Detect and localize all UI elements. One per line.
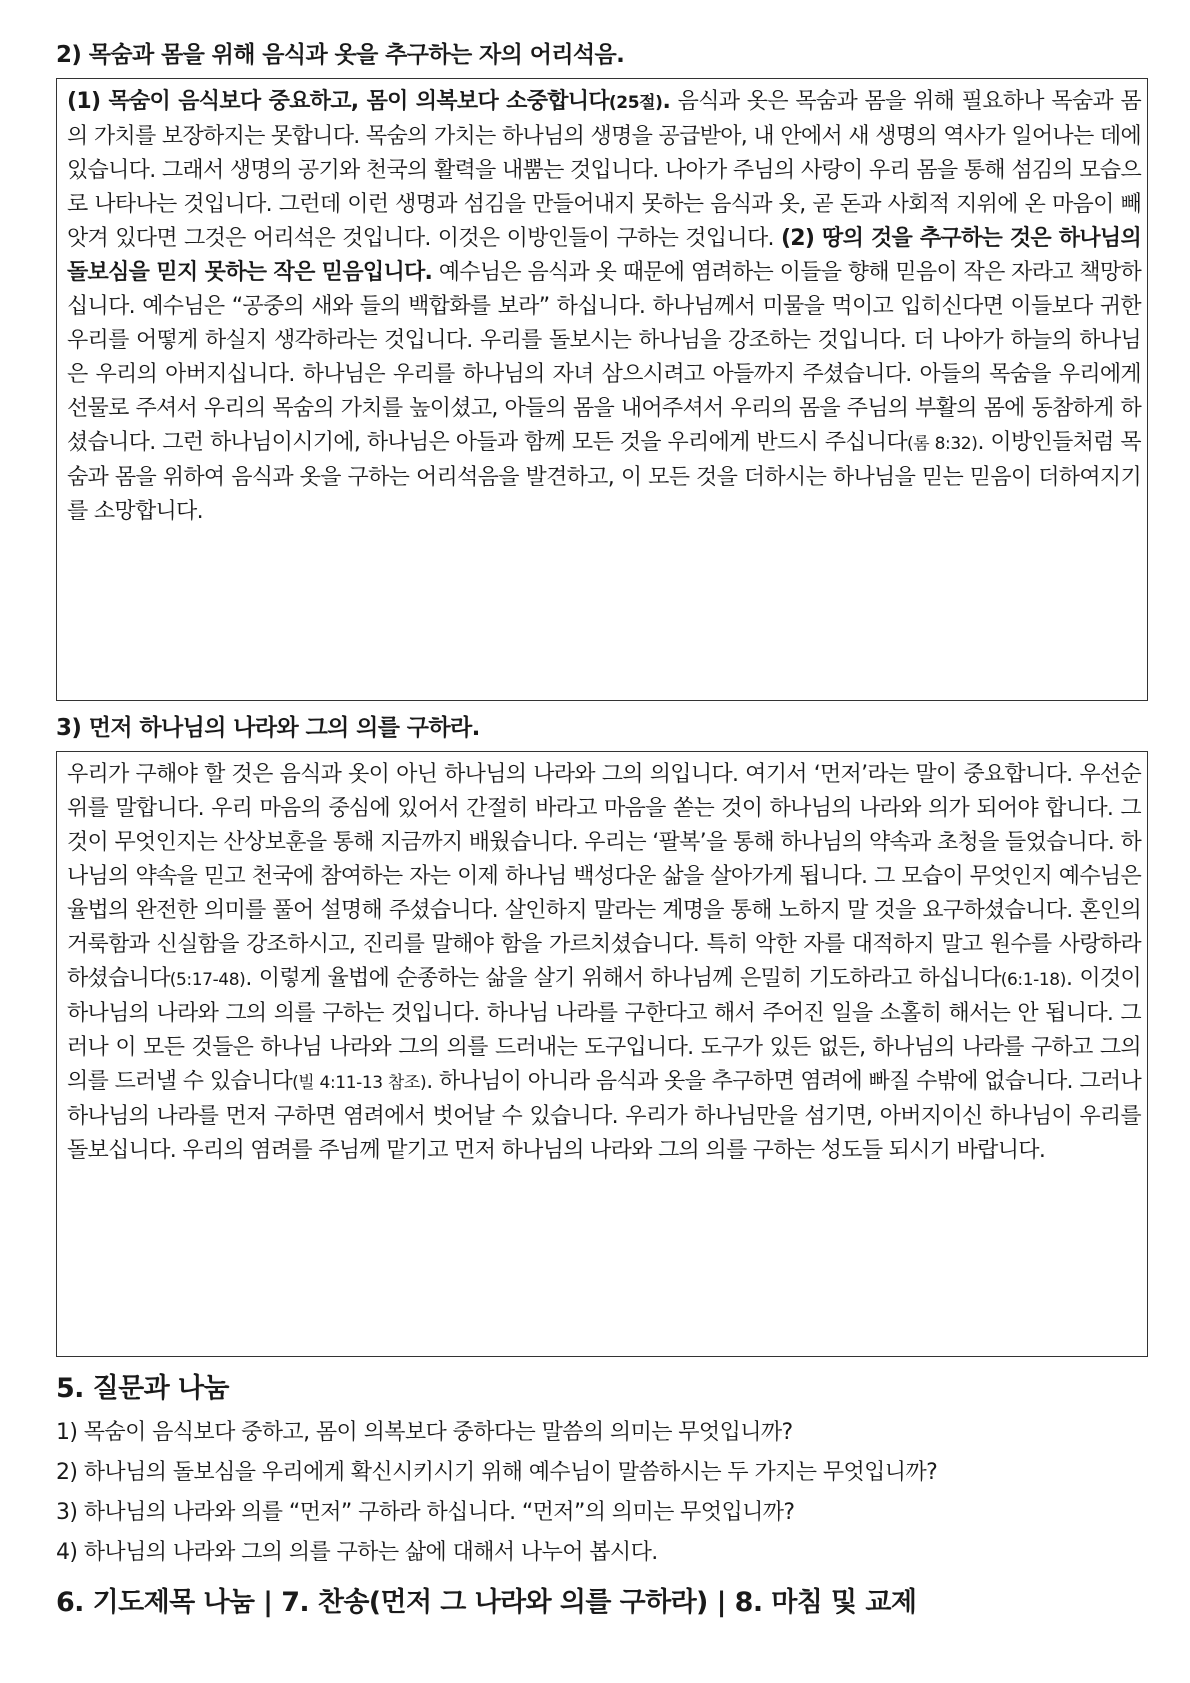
- point2-verse-ref: (롬 8:32): [906, 434, 978, 454]
- question-3: 3) 하나님의 나라와 의를 “먼저” 구하라 하십니다. “먼저”의 의미는 무엇입니까?: [56, 1500, 795, 1525]
- section3-text-3: . 이것이 하나님의 나라와 그의 의를 구하는 것입니다. 하나님 나라를 구한다고 해서 주어진 일을 소홀히 해서는 안 됩니다. 그러나 이 모든 것들은 하나님 나라와 그의 의를 드러내는 도구입니다. 도구가 있든 없든, 하나님의 나라를 구하고 그의 의를 드러낼 수 있습니다: [67, 966, 1141, 1094]
- point2-text: 예수님은 음식과 옷 때문에 염려하는 이들을 향해 믿음이 작은 자라고 책망하십니다. 예수님은 “공중의 새와 들의 백합화를 보라” 하십니다. 하나님께서 미물을 먹이고 입히신다면 이들보다 귀한 우리를 어떻게 하실지 생각하라는 것입니다. 우리를 돌보시는 하나님을 강조하는 것입니다. 더 나아가 하늘의 하나님은 우리의 아버지십니다. 하나님은 우리를 하나님의 자녀 삼으시려고 아들까지 주셨습니다. 아들의 목숨을 우리에게 선물로 주셔서 우리의 목숨의 가치를 높이셨고, 아들의 몸을 내어주셔서 우리의 몸을 주님의 부활의 몸에 동참하게 하셨습니다. 그런 하나님이시기에, 하나님은 아들과 함께 모든 것을 우리에게 반드시 주십니다: [67, 260, 1141, 455]
- section2-title: 2) 목숨과 몸을 위해 음식과 옷을 추구하는 자의 어리석음.: [56, 42, 625, 68]
- section3-ref-2: (6:1-18): [1000, 970, 1066, 990]
- closing-sections-line: 6. 기도제목 나눔 | 7. 찬송(먼저 그 나라와 의를 구하라) | 8. 마침 및 교제: [56, 1587, 917, 1618]
- section3-text-4: . 하나님이 아니라 음식과 옷을 추구하면 염려에 빠질 수밖에 없습니다. 그러나 하나님의 나라를 먼저 구하면 염려에서 벗어날 수 있습니다. 우리가 하나님만을 섬기면, 아버지이신 하나님이 우리를 돌보십니다. 우리의 염려를 주님께 맡기고 먼저 하나님의 나라와 그의 의를 구하는 성도들 되시기 바랍니다.: [67, 1069, 1141, 1163]
- section5-title: 5. 질문과 나눔: [56, 1373, 229, 1404]
- question-2: 2) 하나님의 돌보심을 우리에게 확신시키시기 위해 예수님이 말씀하시는 두 가지는 무엇입니까?: [56, 1460, 938, 1485]
- point2-text-end: . 이방인들처럼 목숨과 몸을 위하여 음식과 옷을 구하는 어리석음을 발견하고, 이 모든 것을 더하시는 하나님을 믿는 믿음이 더하여지기를 소망합니다.: [67, 430, 1141, 524]
- point1-heading-end: .: [662, 89, 671, 114]
- section3-title: 3) 먼저 하나님의 나라와 그의 의를 구하라.: [56, 715, 480, 741]
- point1-heading: (1) 목숨이 음식보다 중요하고, 몸이 의복보다 소중합니다: [67, 89, 609, 114]
- question-1: 1) 목숨이 음식보다 중하고, 몸이 의복보다 중하다는 말씀의 의미는 무엇입니까?: [56, 1420, 793, 1445]
- section3-ref-1: (5:17-48): [169, 970, 246, 990]
- section3-text-2: . 이렇게 율법에 순종하는 삶을 살기 위해서 하나님께 은밀히 기도하라고 하십니다: [245, 966, 1001, 991]
- question-4: 4) 하나님의 나라와 그의 의를 구하는 삶에 대해서 나누어 봅시다.: [56, 1540, 658, 1565]
- point1-text: 음식과 옷은 목숨과 몸을 위해 필요하나 목숨과 몸의 가치를 보장하지는 못합니다. 목숨의 가치는 하나님의 생명을 공급받아, 내 안에서 새 생명의 역사가 일어나는 데에 있습니다. 그래서 생명의 공기와 천국의 활력을 내뿜는 것입니다. 나아가 주님의 사랑이 우리 몸을 통해 섬김의 모습으로 나타나는 것입니다. 그런데 이런 생명과 섬김을 만들어내지 못하는 음식과 옷, 곧 돈과 사회적 지위에 온 마음이 빼앗겨 있다면 그것은 어리석은 것입니다. 이것은 이방인들이 구하는 것입니다.: [67, 89, 1141, 251]
- page: [56, 38, 1148, 1627]
- section2-body: [56, 78, 1148, 701]
- section3-ref-3: (빌 4:11-13 참조): [292, 1073, 427, 1093]
- section3-text-1: 우리가 구해야 할 것은 음식과 옷이 아닌 하나님의 나라와 그의 의입니다. 여기서 ‘먼저’라는 말이 중요합니다. 우선순위를 말합니다. 우리 마음의 중심에 있어서 간절히 바라고 마음을 쏟는 것이 하나님의 나라와 의가 되어야 합니다. 그것이 무엇인지는 산상보훈을 통해 지금까지 배웠습니다. 우리는 ‘팔복’을 통해 하나님의 약속과 초청을 들었습니다. 하나님의 약속을 믿고 천국에 참여하는 자는 이제 하나님 백성다운 삶을 살아가게 됩니다. 그 모습이 무엇인지 예수님은 율법의 완전한 의미를 풀어 설명해 주셨습니다. 살인하지 말라는 계명을 통해 노하지 말 것을 요구하셨습니다. 혼인의 거룩함과 신실함을 강조하시고, 진리를 말해야 함을 가르치셨습니다. 특히 악한 자를 대적하지 말고 원수를 사랑하라 하셨습니다: [67, 762, 1141, 991]
- section3-body: [56, 751, 1148, 1357]
- point1-verse-ref: (25절): [608, 93, 663, 113]
- point2-heading: (2) 땅의 것을 추구하는 것은 하나님의 돌보심을 믿지 못하는 작은 믿음입니다.: [67, 226, 1141, 285]
